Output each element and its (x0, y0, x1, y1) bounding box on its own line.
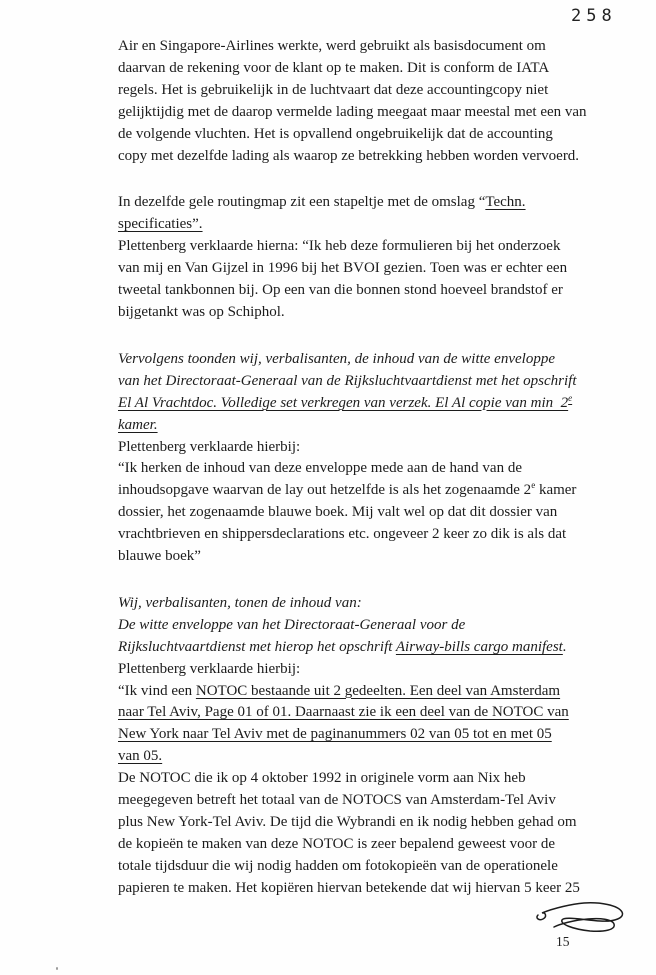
text-segment: “Ik vind een (118, 682, 196, 699)
page-number-bottom: 15 (556, 934, 570, 949)
text-segment: Airway-bills cargo manifest (395, 638, 563, 655)
text-line (118, 524, 618, 546)
document-body (118, 36, 618, 900)
text-line (118, 36, 618, 58)
text-line (118, 702, 618, 724)
paragraph (118, 192, 618, 323)
text-segment: . (562, 638, 567, 655)
text-line (118, 192, 618, 214)
text-segment: papieren te maken. Het kopiëren hiervan betekende dat wij hiervan 5 keer 25 (118, 879, 580, 896)
text-segment: Rijksluchtvaartdienst met hierop het opschrift (118, 638, 396, 655)
text-line (118, 659, 618, 681)
text-segment: van mij en Van Gijzel in 1996 bij het BVOI gezien. Toen was er echter een (118, 260, 568, 277)
text-line (118, 236, 618, 258)
text-line (118, 790, 618, 812)
text-line (118, 393, 618, 415)
text-segment: copy met dezelfde lading als waarop ze betrekking hebben worden vervoerd. (118, 147, 580, 164)
text-segment: meegegeven betreft het totaal van de NOTOCS van Amsterdam-Tel Aviv (118, 792, 556, 809)
paragraph (118, 593, 618, 900)
paragraph (118, 349, 618, 568)
text-segment: tweetal tankbonnen bij. Op een van die bonnen stond hoeveel brandstof er (118, 282, 563, 299)
text-line (118, 768, 618, 790)
text-line (118, 480, 618, 502)
text-segment: Plettenberg verklaarde hierbij: (118, 660, 301, 677)
text-line (118, 349, 618, 371)
text-segment: gelijktijdig met de daarop vermelde lading meegaat maar meestal met een van (118, 103, 587, 120)
text-segment: dossier, het zogenaamde blauwe boek. Mij valt wel op dat dit dossier van (118, 504, 558, 521)
text-line (118, 615, 618, 637)
text-segment: Plettenberg verklaarde hierbij: (118, 438, 301, 455)
text-segment: Plettenberg verklaarde hierna: “Ik heb deze formulieren bij het onderzoek (118, 238, 561, 255)
text-line (118, 546, 618, 568)
text-segment: de volgende vluchten. Het is opvallend ongebruikelijk dat de accounting (118, 125, 553, 142)
text-segment: New York naar Tel Aviv met de paginanummers 02 van 05 tot en met 05 (118, 726, 552, 743)
text-segment: kamer. (118, 416, 158, 433)
text-line (118, 58, 618, 80)
text-segment: plus New York-Tel Aviv. De tijd die Wybrandi en ik nodig hebben gehad om (118, 814, 577, 830)
text-segment: inhoudsopgave waarvan de lay out hetzelfde is als het zogenaamde 2 (118, 482, 532, 499)
paragraph (118, 36, 618, 167)
text-line (118, 593, 618, 615)
text-line (118, 415, 618, 437)
text-segment: e (531, 480, 536, 491)
text-line (118, 637, 618, 659)
text-line (118, 80, 618, 102)
text-segment: vrachtbrieven en shippersdeclarations etc. ongeveer 2 keer zo dik is als dat (118, 526, 567, 543)
text-line (118, 280, 618, 302)
text-line (118, 302, 618, 324)
text-segment: specificaties”. (118, 216, 203, 233)
text-segment: e (568, 392, 573, 403)
page-number-top: 258 (571, 6, 617, 26)
text-segment: regels. Het is gebruikelijk in de luchtvaart dat deze accountingcopy niet (118, 81, 549, 98)
text-segment: daarvan de rekening voor de klant op te maken. Dit is conform de IATA (118, 59, 550, 76)
text-line (118, 834, 618, 856)
text-line (118, 102, 618, 124)
text-line (118, 856, 618, 878)
text-segment: Vervolgens toonden wij, verbalisanten, de inhoud van de witte enveloppe (118, 350, 555, 367)
signature-scribble (520, 896, 636, 940)
text-segment: blauwe boek” (118, 548, 201, 565)
text-line (118, 812, 618, 834)
text-segment: van 05. (118, 748, 163, 765)
text-line (118, 146, 618, 168)
text-line (118, 258, 618, 280)
text-segment: In dezelfde gele routingmap zit een stapeltje met de omslag “ (118, 194, 486, 211)
text-segment: naar Tel Aviv, Page 01 of 01. Daarnaast zie ik een deel van de NOTOC van (118, 704, 569, 721)
text-line (118, 724, 618, 746)
text-line (118, 214, 618, 236)
text-line (118, 124, 618, 146)
text-line (118, 371, 618, 393)
text-line (118, 681, 618, 703)
text-segment: Air en Singapore-Airlines werkte, werd gebruikt als basisdocument om (118, 38, 546, 54)
text-segment: Techn. (485, 194, 526, 211)
text-segment: NOTOC bestaande uit 2 gedeelten. Een deel van Amsterdam (195, 682, 561, 699)
text-segment: bijgetankt was op Schiphol. (118, 303, 285, 320)
text-segment: Wij, verbalisanten, tonen de inhoud van: (118, 594, 362, 611)
scan-artifact (56, 967, 58, 970)
text-segment: De NOTOC die ik op 4 oktober 1992 in originele vorm aan Nix heb (118, 770, 526, 787)
text-segment: De witte enveloppe van het Directoraat-Generaal voor de (118, 616, 466, 633)
text-segment: totale tijdsduur die wij nodig hadden om fotokopieën van de operationele (118, 857, 558, 874)
text-segment: kamer (535, 482, 577, 499)
text-line (118, 458, 618, 480)
text-segment: van het Directoraat-Generaal van de Rijksluchtvaartdienst met het opschrift (118, 372, 577, 389)
text-segment: “Ik herken de inhoud van deze enveloppe mede aan de hand van de (118, 460, 522, 477)
text-line (118, 746, 618, 768)
text-line (118, 502, 618, 524)
text-segment: El Al Vrachtdoc. Volledige set verkregen van verzek. El Al copie van min 2 (118, 394, 569, 411)
text-segment: de kopieën te maken van deze NOTOC is zeer bepalend geweest voor de (118, 835, 556, 852)
text-line (118, 437, 618, 459)
